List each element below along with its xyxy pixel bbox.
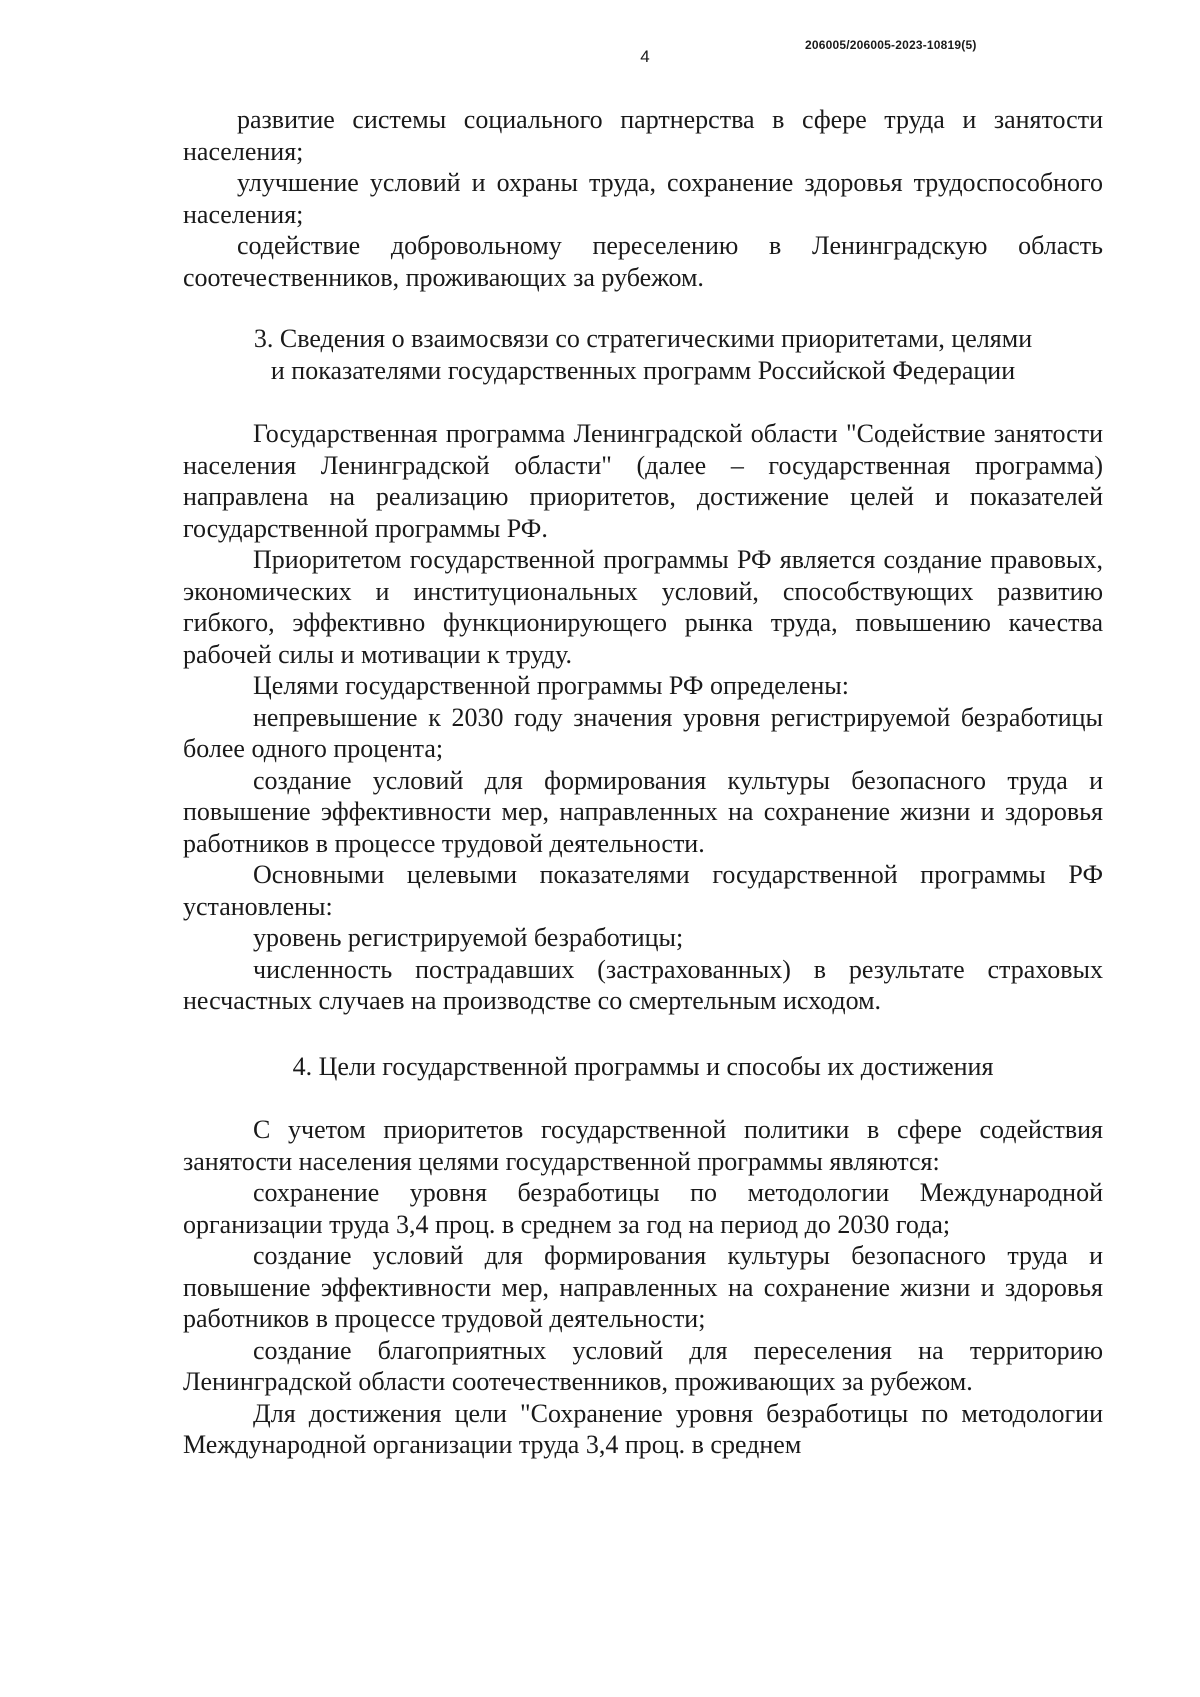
section-3-heading-line-1: 3. Сведения о взаимосвязи со стратегическими приоритетами, целями bbox=[253, 324, 1033, 353]
section-3-paragraph-6: Основными целевыми показателями государственной программы РФ установлены: bbox=[183, 860, 1103, 921]
section-3-paragraph-7: уровень регистрируемой безработицы; bbox=[253, 923, 684, 952]
section-3-paragraph-4: непревышение к 2030 году значения уровня регистрируемой безработицы более одного процента; bbox=[183, 702, 1103, 763]
section-3-paragraph-5: создание условий для формирования культуры безопасного труда и повышение эффективности мер, направленных на сохранение жизни и здоровья работников в процессе трудовой деятельности. bbox=[183, 765, 1103, 858]
intro-item-3: содействие добровольному переселению в Ленинградскую область соотечественников, проживающих за рубежом. bbox=[183, 231, 1103, 292]
section-4-paragraph-1: С учетом приоритетов государственной политики в сфере содействия занятости населения целями государственной программы являются: bbox=[183, 1115, 1103, 1176]
document-body bbox=[183, 104, 1103, 1461]
page-number: 4 bbox=[640, 47, 650, 66]
section-4-heading: 4. Цели государственной программы и способы их достижения bbox=[292, 1051, 994, 1081]
section-3-paragraph-3: Целями государственной программы РФ определены: bbox=[253, 671, 849, 700]
intro-item-2: улучшение условий и охраны труда, сохранение здоровья трудоспособного населения; bbox=[183, 168, 1103, 229]
section-4-paragraph-4: создание благоприятных условий для переселения на территорию Ленинградской области соотечественников, проживающих за рубежом. bbox=[183, 1335, 1103, 1396]
section-4-paragraph-5: Для достижения цели "Сохранение уровня безработицы по методологии Международной организации труда 3,4 проц. в среднем bbox=[183, 1398, 1103, 1459]
section-4-paragraph-3: создание условий для формирования культуры безопасного труда и повышение эффективности мер, направленных на сохранение жизни и здоровья работников в процессе трудовой деятельности; bbox=[183, 1241, 1103, 1333]
document-code: 206005/206005-2023-10819(5) bbox=[805, 38, 977, 52]
intro-item-1: развитие системы социального партнерства в сфере труда и занятости населения; bbox=[183, 105, 1103, 166]
section-4-paragraph-2: сохранение уровня безработицы по методологии Международной организации труда 3,4 проц. в среднем за год на период до 2030 года; bbox=[183, 1178, 1103, 1239]
section-3-paragraph-2: Приоритетом государственной программы РФ является создание правовых, экономических и институциональных условий, способствующих развитию гибкого, эффективно функционирующего рынка труда, повышению качества рабочей силы и мотивации к труду. bbox=[183, 545, 1103, 669]
section-3-paragraph-8: численность пострадавших (застрахованных) в результате страховых несчастных случаев на производстве со смертельным исходом. bbox=[183, 954, 1103, 1015]
section-3-paragraph-1: Государственная программа Ленинградской области "Содействие занятости населения Ленинградской области" (далее – государственная программа) направлена на реализацию приоритетов, достижение целей и показателей государственной программы РФ. bbox=[183, 419, 1103, 543]
section-3-heading-line-2: и показателями государственных программ Российской Федерации bbox=[270, 355, 1016, 385]
